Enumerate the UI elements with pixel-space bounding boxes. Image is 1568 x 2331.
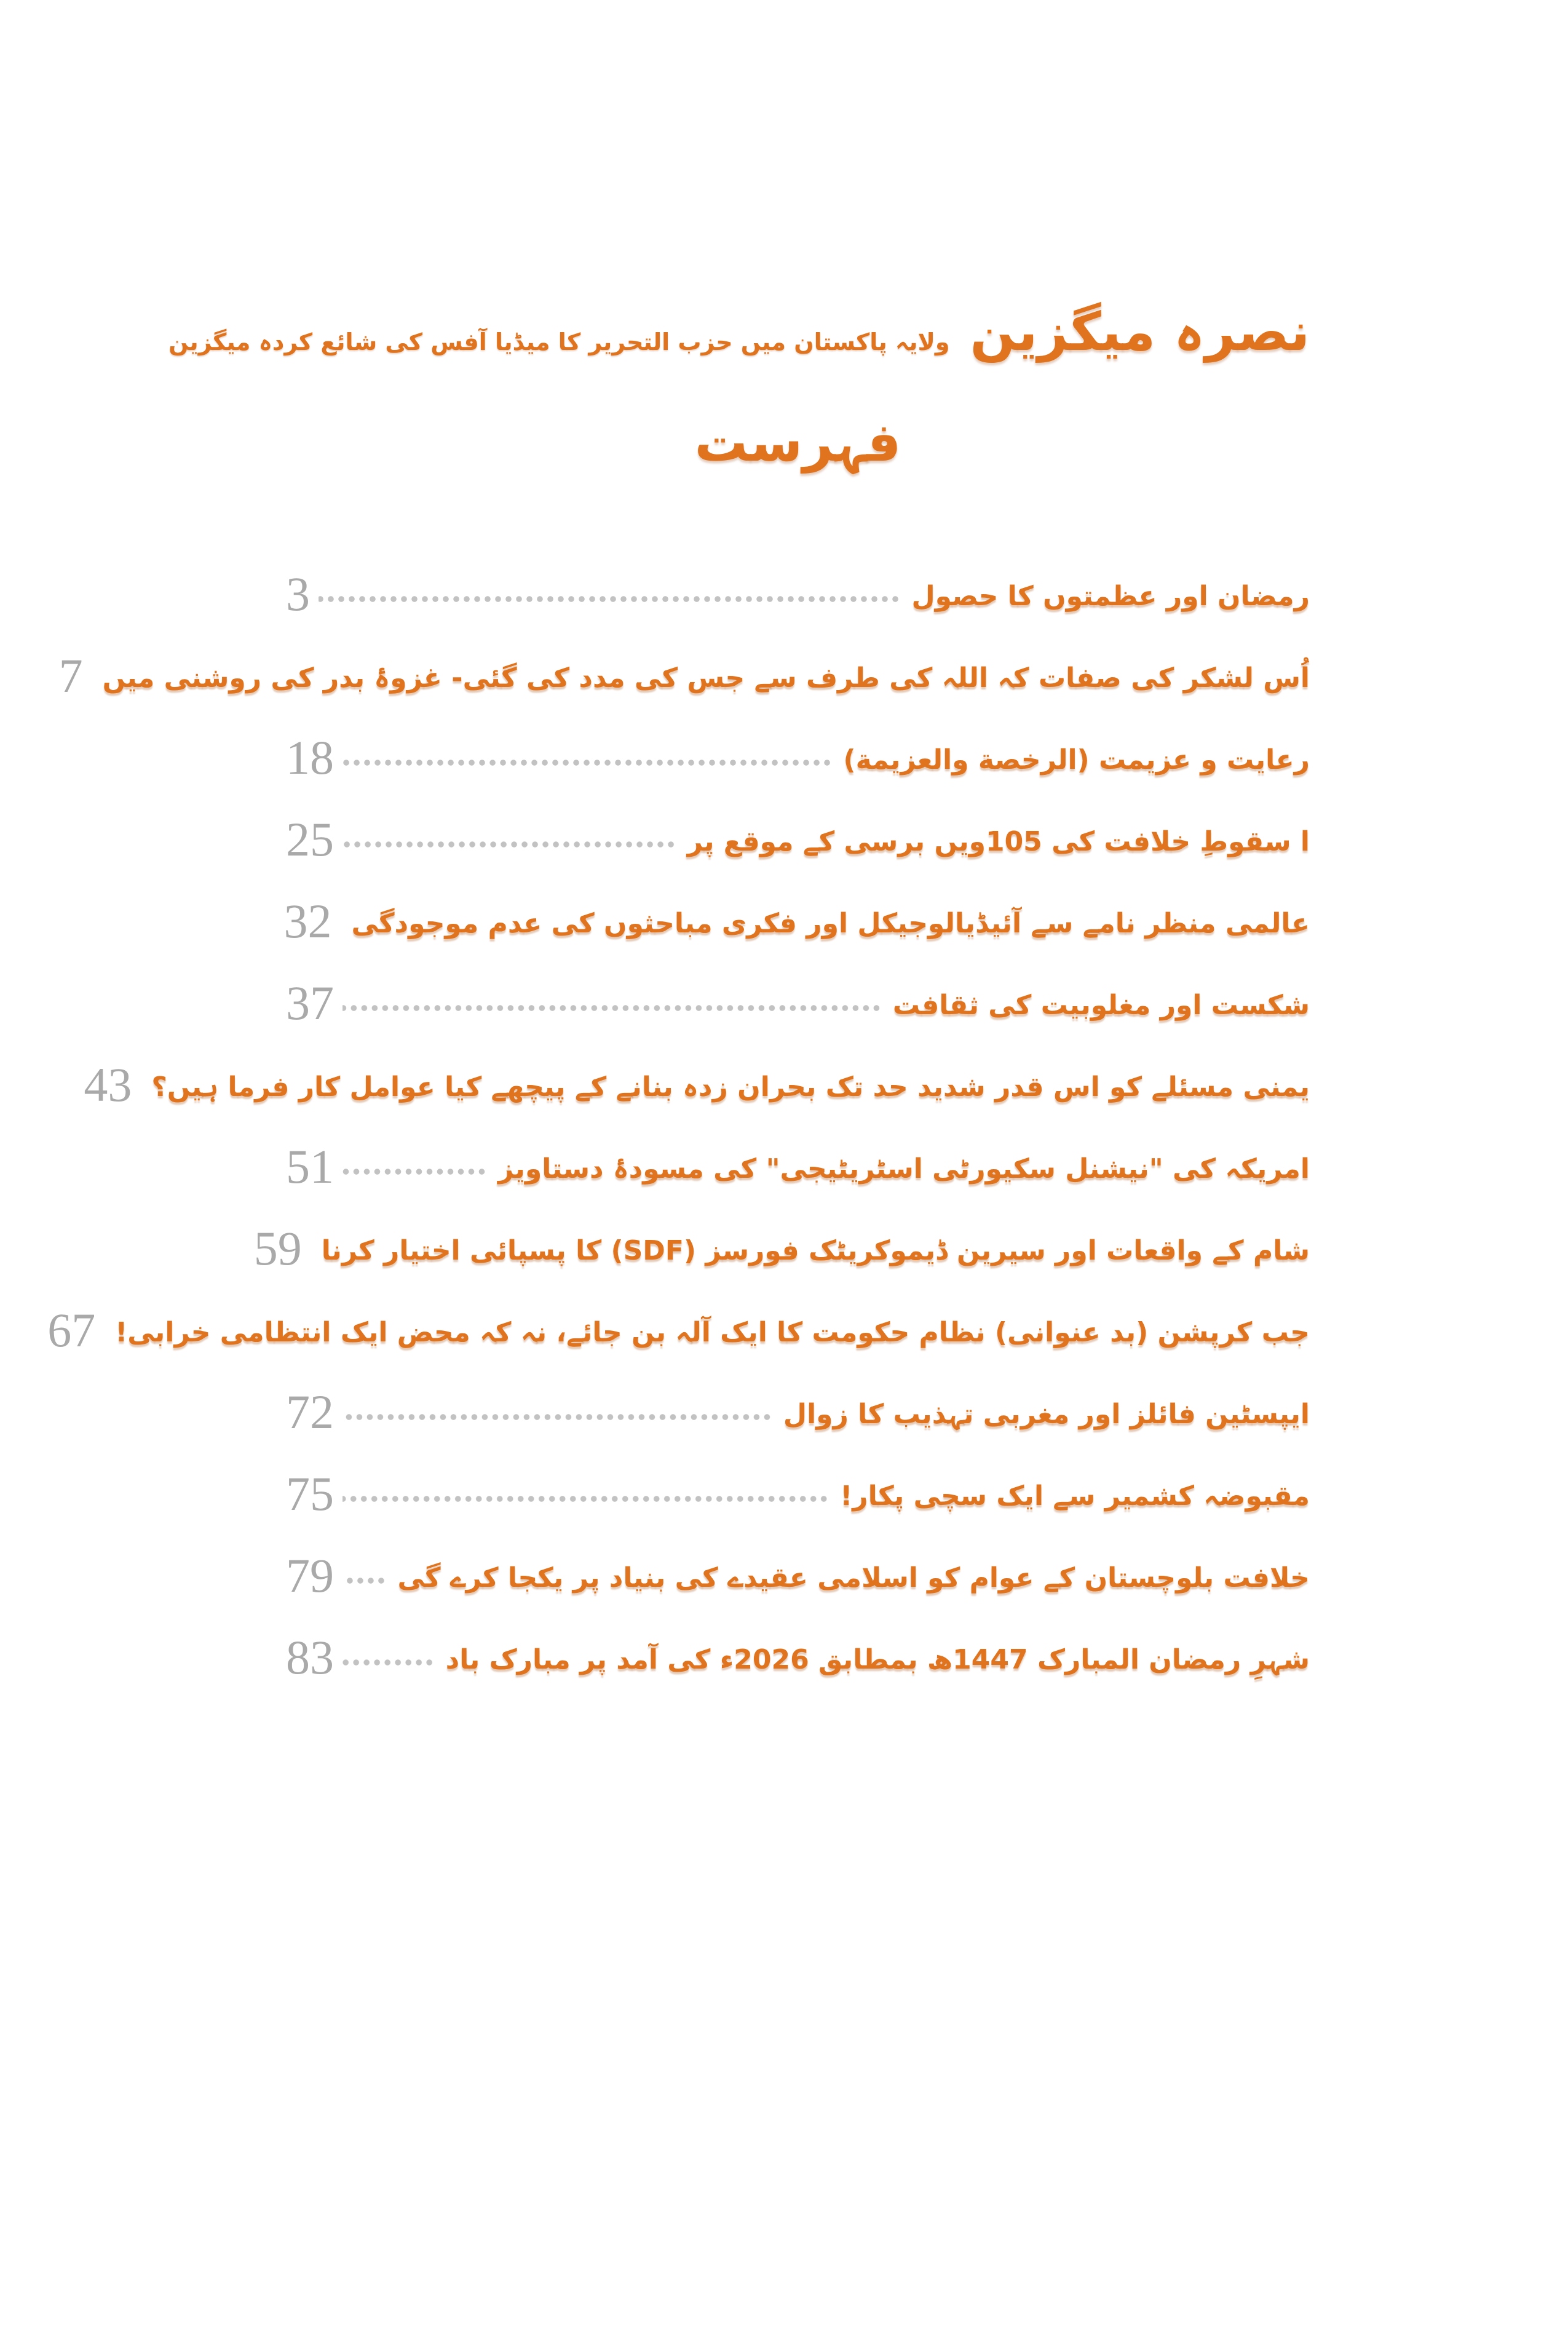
toc-entry [58,614,1310,703]
toc-entry-page: 79 [286,1549,334,1603]
toc-heading: فہرست [694,412,901,474]
toc-entry-page: 3 [286,567,310,621]
dot-leader [343,1168,487,1175]
dot-leader [343,1577,386,1584]
dot-leader [343,1495,829,1503]
toc-entry [286,696,1310,785]
toc-entry-title: رمضان اور عظمتوں کا حصول [911,580,1310,612]
dot-leader [343,841,676,848]
toc-entry-page: 72 [286,1385,334,1439]
dot-leader [319,595,901,603]
toc-entry-title: شام کے واقعات اور سیرین ڈیموکریٹک فورسز (SDF) کا پسپائی اختیار کرنا [321,1234,1310,1266]
toc-entry-title: عالمی منظر نامے سے آئیڈیالوجیکل اور فکری مباحثوں کی عدم موجودگی [351,907,1310,939]
toc-entry-title: شہرِ رمضان المبارک 1447ھ بمطابق 2026ء کی آمد پر مبارک باد [445,1643,1310,1675]
toc-entry [286,1514,1310,1603]
magazine-header [168,301,1310,363]
toc-entry-page: 37 [286,976,334,1030]
toc-entry-title: شکست اور مغلوبیت کی ثقافت [892,989,1310,1021]
toc-entry [286,532,1310,621]
toc-list [47,532,1310,1685]
toc-entry [286,1350,1310,1439]
toc-entry [253,1186,1310,1276]
toc-entry-title: امریکہ کی "نیشنل سکیورٹی اسٹریٹیجی" کی مسودۂ دستاویز [497,1153,1310,1185]
toc-entry-title: خلافت بلوچستان کے عوام کو اسلامی عقیدے کی بنیاد پر یکجا کرے گی [397,1562,1310,1594]
toc-entry [283,859,1310,948]
toc-entry-page: 43 [84,1058,132,1112]
toc-entry-page: 18 [286,731,334,785]
toc-entry [47,1268,1310,1357]
toc-entry-title: جب کرپشن (بد عنوانی) نظام حکومت کا ایک آلہ بن جائے، نہ کہ محض ایک انتظامی خرابی! [115,1316,1310,1348]
magazine-title: نصرہ میگزین [970,301,1310,363]
dot-leader [343,1413,772,1421]
toc-entry-page: 83 [286,1630,334,1685]
dot-leader [343,759,833,766]
toc-entry-page: 32 [283,894,332,948]
dot-leader [343,1659,435,1666]
toc-entry [286,1595,1310,1685]
toc-entry [286,1432,1310,1521]
toc-entry [286,941,1310,1030]
toc-entry-page: 51 [286,1140,334,1194]
toc-entry [286,1105,1310,1194]
toc-entry-title: ا سقوطِ خلافت کی 105ویں برسی کے موقع پر [687,825,1310,857]
toc-entry [286,777,1310,867]
toc-entry-page: 59 [253,1221,302,1276]
dot-leader [343,1004,882,1012]
toc-entry-page: 67 [47,1303,96,1357]
toc-entry-title: رعایت و عزیمت (الرخصة والعزیمة) [843,744,1310,776]
toc-page [0,301,1568,1685]
toc-entry-page: 75 [286,1467,334,1521]
toc-entry-page: 7 [58,649,83,703]
toc-entry [84,1023,1310,1112]
toc-entry-title: یمنی مسئلے کو اس قدر شدید حد تک بحران زدہ بنانے کے پیچھے کیا عوامل کار فرما ہیں؟ [151,1071,1310,1103]
toc-entry-page: 25 [286,812,334,867]
toc-entry-title: اُس لشکر کی صفات کہ اللہ کی طرف سے جس کی مدد کی گئی- غزوۂ بدر کی روشنی میں [102,662,1310,694]
magazine-tagline: ولایہ پاکستان میں حزب التحریر کا میڈیا آفس کی شائع کردہ میگزین [168,328,950,355]
toc-entry-title: مقبوضہ کشمیر سے ایک سچی پکار! [840,1480,1310,1512]
toc-entry-title: ایپسٹین فائلز اور مغربی تہذیب کا زوال [783,1398,1310,1430]
